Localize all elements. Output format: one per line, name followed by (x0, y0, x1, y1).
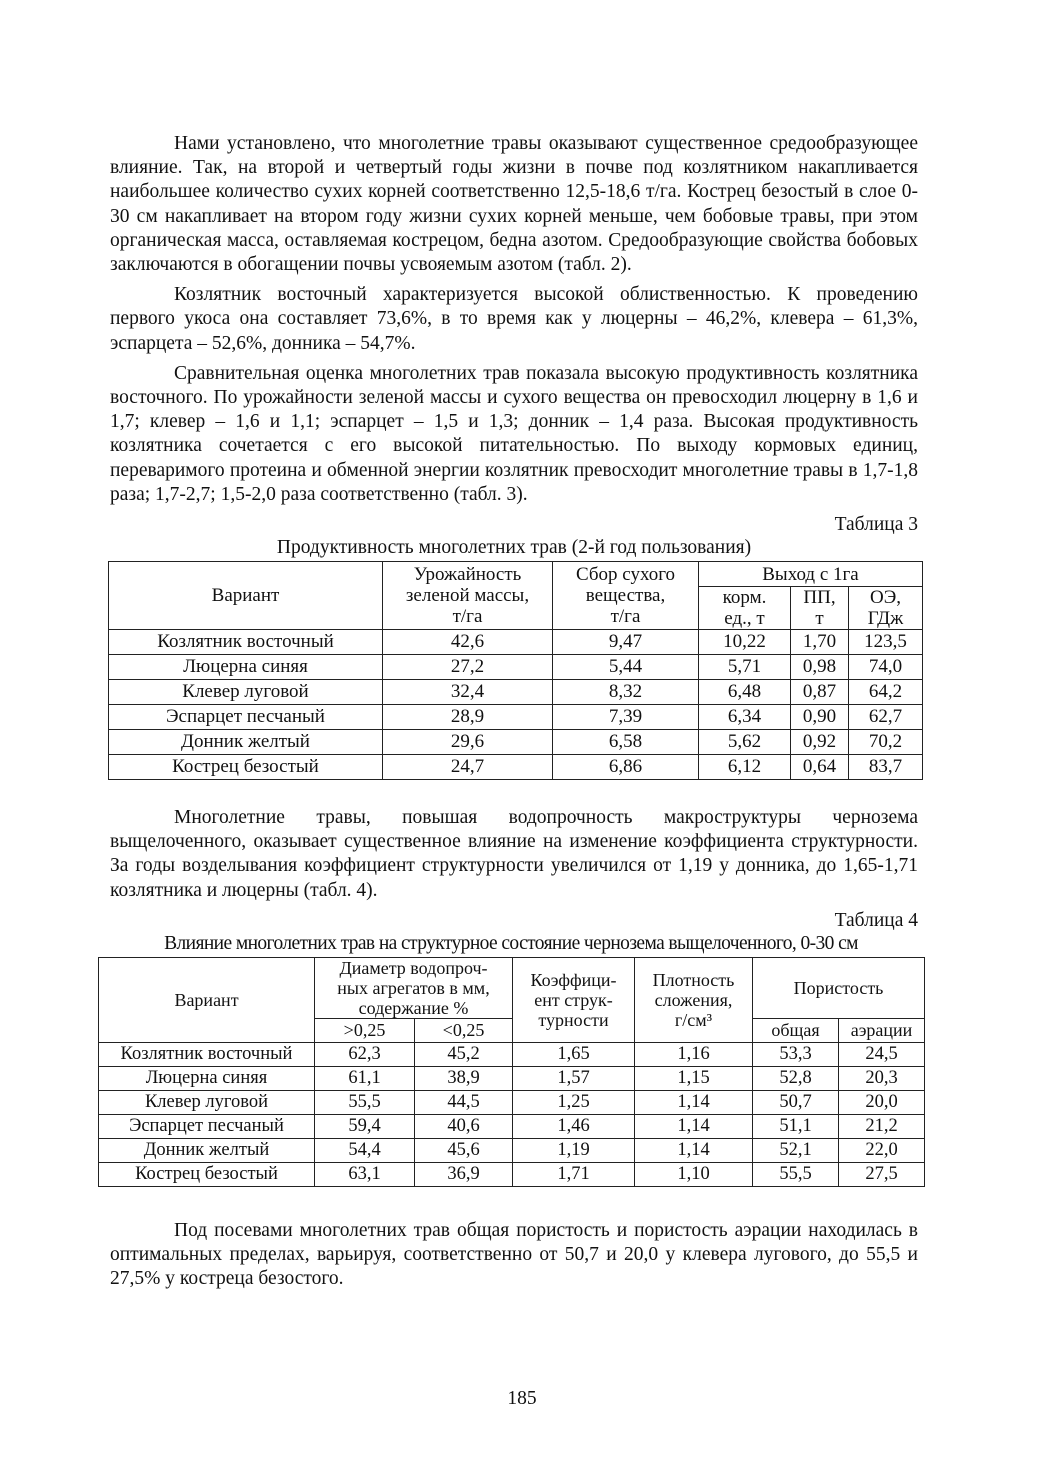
value-cell: 29,6 (383, 730, 553, 755)
value-cell: 5,62 (699, 730, 791, 755)
header-cell: корм. ед., т (699, 587, 791, 630)
value-cell: 0,98 (791, 655, 849, 680)
value-cell: 74,0 (849, 655, 923, 680)
variant-cell: Донник желтый (99, 1138, 315, 1162)
variant-cell: Эспарцет песчаный (99, 1114, 315, 1138)
value-cell: 70,2 (849, 730, 923, 755)
value-cell: 5,44 (553, 655, 699, 680)
value-cell: 0,87 (791, 680, 849, 705)
value-cell: 123,5 (849, 630, 923, 655)
header-cell: Урожайность зеленой массы, т/га (383, 562, 553, 630)
header-cell: Сбор сухого вещества, т/га (553, 562, 699, 630)
value-cell: 61,1 (315, 1066, 415, 1090)
value-cell: 0,92 (791, 730, 849, 755)
value-cell: 0,90 (791, 705, 849, 730)
value-cell: 62,7 (849, 705, 923, 730)
value-cell: 45,6 (415, 1138, 513, 1162)
table-row (99, 1162, 925, 1186)
value-cell: 8,32 (553, 680, 699, 705)
value-cell: 62,3 (315, 1042, 415, 1066)
value-cell: 1,16 (635, 1042, 753, 1066)
variant-cell: Донник желтый (109, 730, 383, 755)
value-cell: 21,2 (839, 1114, 925, 1138)
table-row (99, 1066, 925, 1090)
table3-label: Таблица 3 (834, 514, 918, 536)
value-cell: 63,1 (315, 1162, 415, 1186)
value-cell: 27,2 (383, 655, 553, 680)
value-cell: 45,2 (415, 1042, 513, 1066)
value-cell: 1,10 (635, 1162, 753, 1186)
header-cell: Коэффици- ент струк- турности (513, 957, 635, 1042)
variant-cell: Люцерна синяя (99, 1066, 315, 1090)
header-cell: Плотность сложения, г/см³ (635, 957, 753, 1042)
value-cell: 6,34 (699, 705, 791, 730)
variant-cell: Клевер луговой (99, 1090, 315, 1114)
table-row (99, 1042, 925, 1066)
header-cell: общая (753, 1018, 839, 1042)
value-cell: 1,46 (513, 1114, 635, 1138)
value-cell: 6,58 (553, 730, 699, 755)
page-number: 185 (507, 1388, 537, 1409)
value-cell: 32,4 (383, 680, 553, 705)
table3 (108, 561, 923, 780)
paragraph-2: Козлятник восточный характеризуется высокой облиственностью. К проведению первого укоса она составляет 73,6%, в то время как у люцерны – 46,2%, клевера – 61,3%, эспарцета – 52,6%, донника – 54,7%. (110, 284, 918, 354)
table-row (109, 730, 923, 755)
value-cell: 36,9 (415, 1162, 513, 1186)
paragraph-4: Многолетние травы, повышая водопрочность макроструктуры чернозема выщелоченного, оказывает существенное влияние на изменение коэффициента структурности. За годы возделывания коэффициент структурности увеличился от 1,19 у донника, до 1,65-1,71 козлятника и люцерны (табл. 4). (110, 807, 918, 901)
value-cell: 40,6 (415, 1114, 513, 1138)
value-cell: 44,5 (415, 1090, 513, 1114)
header-cell: >0,25 (315, 1018, 415, 1042)
value-cell: 7,39 (553, 705, 699, 730)
value-cell: 5,71 (699, 655, 791, 680)
paragraph-5: Под посевами многолетних трав общая пористость и пористость аэрации находилась в оптимальных пределах, варьируя, соответственно от 50,7 и 20,0 у клевера лугового, до 55,5 и 27,5% у костреца безостого. (110, 1219, 918, 1290)
table-row (99, 1138, 925, 1162)
value-cell: 59,4 (315, 1114, 415, 1138)
value-cell: 64,2 (849, 680, 923, 705)
value-cell: 1,19 (513, 1138, 635, 1162)
value-cell: 22,0 (839, 1138, 925, 1162)
variant-cell: Кострец безостый (109, 755, 383, 780)
table-row (109, 680, 923, 705)
table4 (98, 957, 925, 1187)
value-cell: 83,7 (849, 755, 923, 780)
variant-cell: Козлятник восточный (99, 1042, 315, 1066)
table-row (109, 655, 923, 680)
variant-cell: Люцерна синяя (109, 655, 383, 680)
value-cell: 9,47 (553, 630, 699, 655)
table-row (99, 1090, 925, 1114)
table4-title: Влияние многолетних трав на структурное состояние чернозема выщелоченного, 0-30 см (164, 932, 858, 954)
value-cell: 1,65 (513, 1042, 635, 1066)
header-cell: Выход с 1га (699, 562, 923, 587)
value-cell: 20,0 (839, 1090, 925, 1114)
value-cell: 52,8 (753, 1066, 839, 1090)
value-cell: 20,3 (839, 1066, 925, 1090)
value-cell: 1,14 (635, 1114, 753, 1138)
header-cell: Вариант (109, 562, 383, 630)
value-cell: 53,3 (753, 1042, 839, 1066)
table-row (109, 705, 923, 730)
value-cell: 0,64 (791, 755, 849, 780)
value-cell: 6,48 (699, 680, 791, 705)
header-cell: Диаметр водопроч- ных агрегатов в мм, содержание % (315, 957, 513, 1018)
header-cell: ПП, т (791, 587, 849, 630)
table-row (109, 630, 923, 655)
variant-cell: Козлятник восточный (109, 630, 383, 655)
value-cell: 28,9 (383, 705, 553, 730)
value-cell: 27,5 (839, 1162, 925, 1186)
paragraph-3: Сравнительная оценка многолетних трав показала высокую продуктивность козлятника восточного. По урожайности зеленой массы и сухого вещества он превосходил люцерну в 1,6 и 1,7; клевер – 1,6 и 1,1; эспарцет – 1,5 и 1,3; донник – 1,4 раза. Высокая продуктивность козлятника сочетается с его высокой питательностью. По выходу кормовых единиц, переваримого протеина и обменной энергии козлятник превосходит многолетние травы в 1,7-1,8 раза; 1,7-2,7; 1,5-2,0 раза соответственно (табл. 3). (110, 362, 918, 505)
page-body (110, 132, 918, 1297)
table-row (109, 755, 923, 780)
variant-cell: Эспарцет песчаный (109, 705, 383, 730)
value-cell: 42,6 (383, 630, 553, 655)
value-cell: 51,1 (753, 1114, 839, 1138)
value-cell: 54,4 (315, 1138, 415, 1162)
variant-cell: Кострец безостый (99, 1162, 315, 1186)
header-cell: аэрации (839, 1018, 925, 1042)
value-cell: 38,9 (415, 1066, 513, 1090)
value-cell: 24,7 (383, 755, 553, 780)
value-cell: 6,86 (553, 755, 699, 780)
table4-label: Таблица 4 (834, 909, 918, 931)
table3-title: Продуктивность многолетних трав (2-й год пользования) (276, 537, 752, 559)
value-cell: 55,5 (315, 1090, 415, 1114)
value-cell: 24,5 (839, 1042, 925, 1066)
value-cell: 1,57 (513, 1066, 635, 1090)
value-cell: 1,70 (791, 630, 849, 655)
value-cell: 55,5 (753, 1162, 839, 1186)
variant-cell: Клевер луговой (109, 680, 383, 705)
paragraph-1: Нами установлено, что многолетние травы оказывают существенное средообразующее влияние. Так, на второй и четвертый годы жизни в почве под козлятником накапливается наибольшее количество сухих корней соответственно 12,5-18,6 т/га. Кострец безостый в слое 0-30 см накапливает на втором году жизни сухих корней меньше, чем бобовые травы, при этом органическая масса, оставляемая кострецом, бедна азотом. Средообразующие свойства бобовых заключаются в обогащении почвы усвояемым азотом (табл. 2). (110, 133, 918, 276)
value-cell: 1,15 (635, 1066, 753, 1090)
table-row (99, 1114, 925, 1138)
value-cell: 1,14 (635, 1090, 753, 1114)
value-cell: 10,22 (699, 630, 791, 655)
value-cell: 1,71 (513, 1162, 635, 1186)
header-cell: ОЭ, ГДж (849, 587, 923, 630)
value-cell: 52,1 (753, 1138, 839, 1162)
header-cell: Пористость (753, 957, 925, 1018)
value-cell: 6,12 (699, 755, 791, 780)
value-cell: 50,7 (753, 1090, 839, 1114)
header-cell: Вариант (99, 957, 315, 1042)
value-cell: 1,14 (635, 1138, 753, 1162)
header-cell: <0,25 (415, 1018, 513, 1042)
value-cell: 1,25 (513, 1090, 635, 1114)
